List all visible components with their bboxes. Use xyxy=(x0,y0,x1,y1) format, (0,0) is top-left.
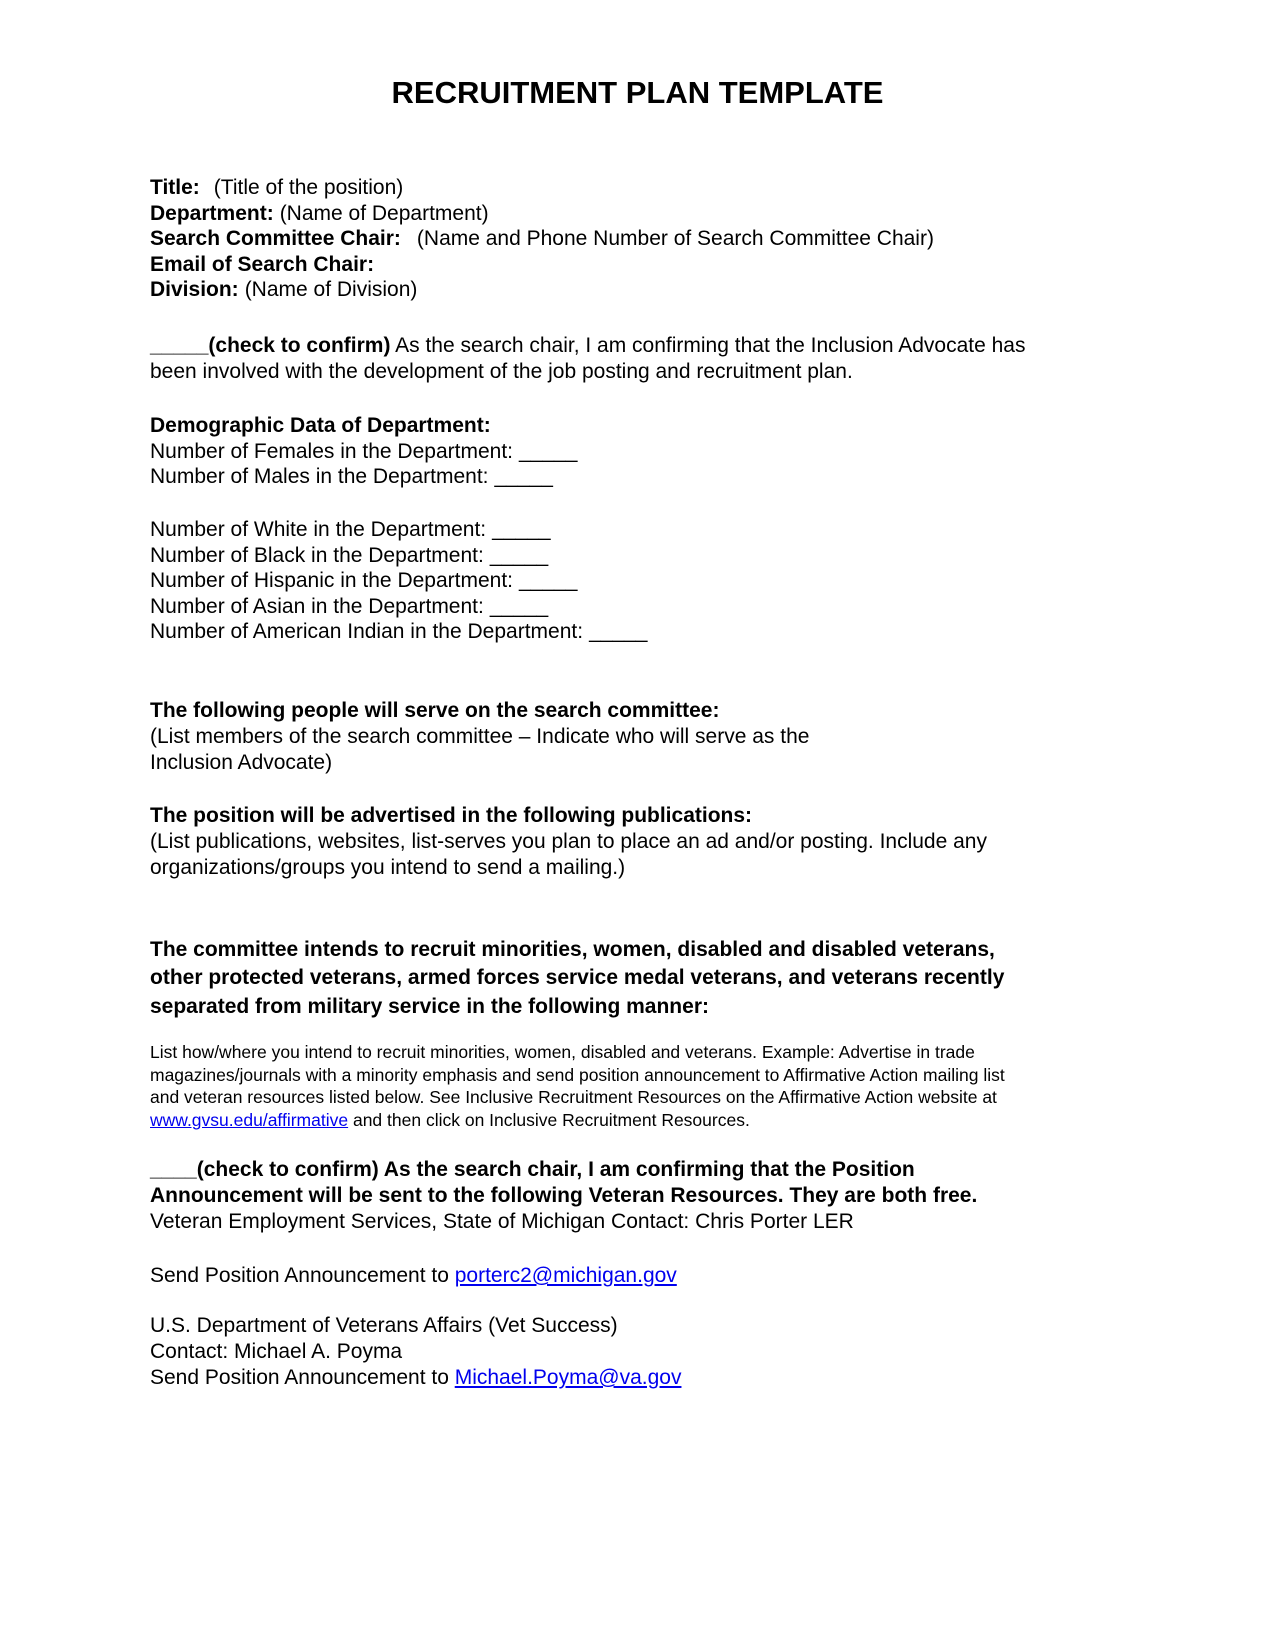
males-count-row xyxy=(150,464,577,490)
field-division xyxy=(150,277,934,303)
confirm2-line2: Announcement will be sent to the following Veteran Resources. They are both free. xyxy=(150,1183,978,1207)
recruitment-resources-note xyxy=(150,1041,1005,1132)
publications-instructions-1: (List publications, websites, list-serves you plan to place an ad and/or posting. Include any xyxy=(150,830,987,853)
white-count-blank[interactable]: _____ xyxy=(492,518,551,541)
field-search-chair-value: (Name and Phone Number of Search Committee Chair) xyxy=(416,227,934,250)
white-count-row xyxy=(150,517,647,543)
send-announcement-michigan-text: Send Position Announcement to xyxy=(150,1264,455,1287)
recruitment-note-line1: List how/where you intend to recruit minorities, women, disabled and veterans. Example: Advertise in trade xyxy=(150,1042,975,1062)
search-committee-section xyxy=(150,698,809,776)
recruitment-intent-line2: other protected veterans, armed forces service medal veterans, and veterans recently xyxy=(150,966,1005,990)
hispanic-count-blank[interactable]: _____ xyxy=(519,569,578,592)
header-fields xyxy=(150,175,934,303)
send-announcement-va-text: Send Position Announcement to xyxy=(150,1366,455,1389)
field-division-label: Division: xyxy=(150,278,239,301)
recruitment-note-after-link: and then click on Inclusive Recruitment Resources. xyxy=(348,1110,750,1131)
field-search-chair xyxy=(150,226,934,252)
demographics-heading: Demographic Data of Department: xyxy=(150,414,491,437)
send-announcement-michigan-row xyxy=(150,1263,677,1289)
black-count-blank[interactable]: _____ xyxy=(489,543,549,567)
va-contact: Contact: Michael A. Poyma xyxy=(150,1340,403,1363)
females-count-blank[interactable]: _____ xyxy=(519,439,578,463)
porterc2-email-link[interactable]: porterc2@michigan.gov xyxy=(454,1264,677,1287)
confirm1-check-blank[interactable]: _____ xyxy=(150,334,209,357)
field-title xyxy=(150,175,934,201)
recruitment-note-line3: and veteran resources listed below. See Inclusive Recruitment Resources on the Affirmative Action website at xyxy=(150,1087,997,1108)
field-email xyxy=(150,252,934,278)
american-indian-count-blank[interactable]: _____ xyxy=(589,620,648,643)
publications-instructions-2: organizations/groups you intend to send a mailing.) xyxy=(150,856,626,879)
search-committee-instructions-1: (List members of the search committee – Indicate who will serve as the xyxy=(150,725,810,748)
asian-count-blank[interactable]: _____ xyxy=(489,594,549,618)
confirm2-text: (check to confirm) As the search chair, I am confirming that the Position xyxy=(196,1158,915,1181)
recruitment-intent-line3: separated from military service in the following manner: xyxy=(150,994,709,1018)
females-count-row xyxy=(150,439,577,465)
va-section xyxy=(150,1313,681,1391)
publications-section xyxy=(150,803,987,881)
recruitment-note-line4 xyxy=(150,1109,1005,1132)
black-count-row xyxy=(150,543,647,569)
search-committee-instructions-2: Inclusion Advocate) xyxy=(150,751,333,774)
males-count-label: Number of Males in the Department: xyxy=(150,465,489,488)
va-department-name: U.S. Department of Veterans Affairs (Vet Success) xyxy=(150,1314,618,1337)
race-counts-section xyxy=(150,517,647,645)
confirm2-check-blank[interactable]: ____ xyxy=(150,1158,197,1181)
confirm1-text: As the search chair, I am confirming that the Inclusion Advocate has xyxy=(390,334,1026,357)
veteran-resources-confirmation xyxy=(150,1157,977,1234)
field-department-label: Department: xyxy=(150,201,274,225)
white-count-label: Number of White in the Department: xyxy=(150,518,487,541)
american-indian-count-label: Number of American Indian in the Department: xyxy=(150,620,584,643)
recruitment-intent-line1: The committee intends to recruit minorities, women, disabled and disabled veterans, xyxy=(150,938,995,961)
field-search-chair-label: Search Committee Chair: xyxy=(150,227,401,250)
inclusion-advocate-confirmation xyxy=(150,333,1025,384)
hispanic-count-row xyxy=(150,568,647,594)
field-title-label: Title: xyxy=(150,176,200,199)
recruitment-intent-statement xyxy=(150,936,1004,1021)
american-indian-count-row xyxy=(150,619,647,645)
page-title: RECRUITMENT PLAN TEMPLATE xyxy=(391,75,884,110)
field-email-label: Email of Search Chair: xyxy=(150,252,375,276)
poyma-email-link[interactable]: Michael.Poyma@va.gov xyxy=(454,1366,682,1389)
hispanic-count-label: Number of Hispanic in the Department: xyxy=(150,569,513,592)
asian-count-row xyxy=(150,594,647,620)
confirm1-line2: been involved with the development of the job posting and recruitment plan. xyxy=(150,359,853,383)
field-title-value: (Title of the position) xyxy=(213,176,404,199)
send-announcement-va-row xyxy=(150,1365,681,1391)
demographics-section xyxy=(150,413,577,490)
field-department xyxy=(150,201,934,227)
send-announcement-michigan xyxy=(150,1263,677,1289)
publications-heading: The position will be advertised in the following publications: xyxy=(150,804,753,827)
field-division-value: (Name of Division) xyxy=(244,278,418,301)
confirm2-line1 xyxy=(150,1157,977,1183)
recruitment-note-line2: magazines/journals with a minority emphasis and send position announcement to Affirmative Action mailing list xyxy=(150,1064,1005,1085)
asian-count-label: Number of Asian in the Department: xyxy=(150,594,484,618)
males-count-blank[interactable]: _____ xyxy=(494,465,553,488)
veteran-employment-services-contact: Veteran Employment Services, State of Michigan Contact: Chris Porter LER xyxy=(150,1209,854,1233)
field-department-value: (Name of Department) xyxy=(279,201,489,225)
search-committee-heading: The following people will serve on the search committee: xyxy=(150,699,720,722)
affirmative-action-link[interactable]: www.gvsu.edu/affirmative xyxy=(150,1110,349,1131)
females-count-label: Number of Females in the Department: xyxy=(150,439,513,463)
confirm1-check-label: (check to confirm) xyxy=(208,334,391,357)
black-count-label: Number of Black in the Department: xyxy=(150,543,484,567)
confirm1-line1 xyxy=(150,333,1025,359)
